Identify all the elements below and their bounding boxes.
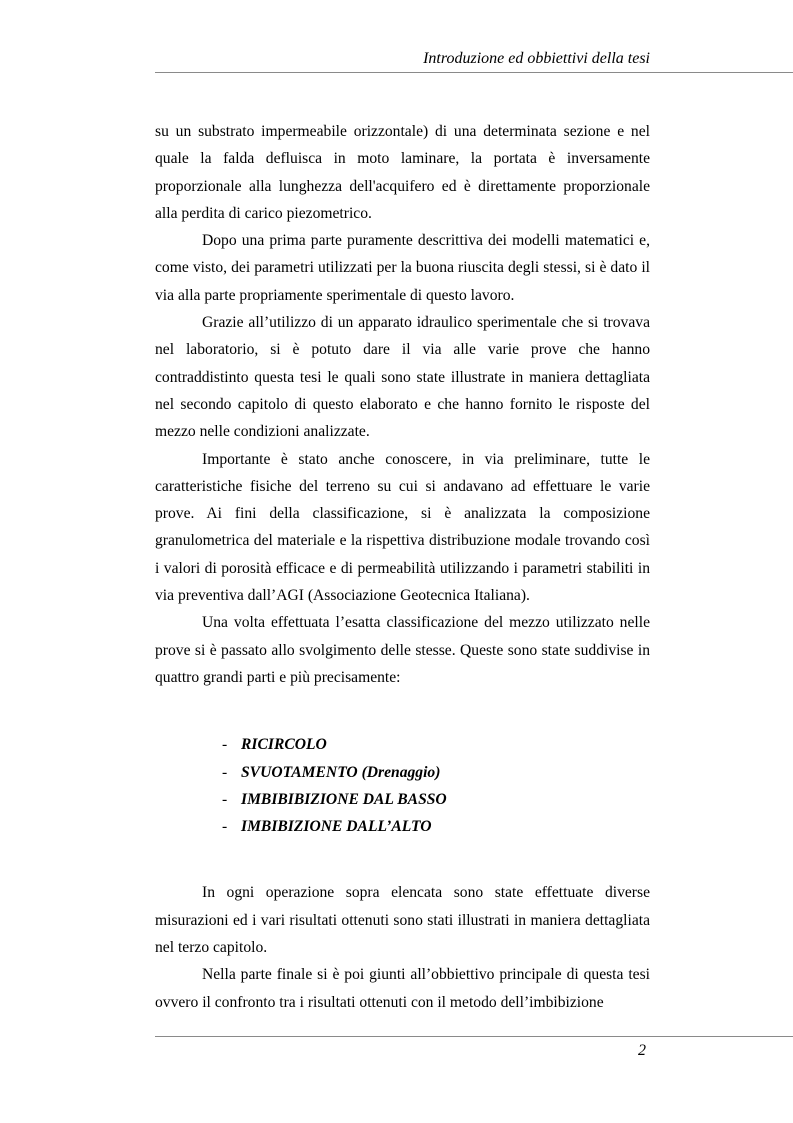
paragraph-continuation: su un substrato impermeabile orizzontale) di una determinata sezione e nel quale la falda defluisca in moto laminare, la portata è inversamente proporzionale alla lunghezza dell'acquifero ed è direttamente proporzionale alla perdita di carico piezometrico.	[155, 123, 650, 222]
page-number: 2	[638, 1042, 646, 1059]
paragraph: Importante è stato anche conoscere, in via preliminare, tutte le caratteristiche fisiche del terreno su cui si andavano ad effettuare le varie prove. Ai fini della classificazione, si è analizzata la composizione granulometrica del materiale e la rispettiva distribuzione modale trovando così i valori di porosità efficace e di permeabilità utilizzando i parametri stabiliti in via preventiva dall’AGI (Associazione Geotecnica Italiana).	[155, 450, 650, 605]
list-item-label: IMBIBIZIONE DALL’ALTO	[241, 818, 432, 836]
list-item-label: RICIRCOLO	[241, 736, 327, 754]
footer-rule	[155, 1036, 793, 1037]
header-rule	[155, 72, 793, 73]
list-dash: -	[222, 818, 228, 836]
list-dash: -	[222, 736, 228, 754]
paragraph: Nella parte finale si è poi giunti all’obbiettivo principale di questa tesi ovvero il confronto tra i risultati ottenuti con il metodo dell’imbibizione	[155, 966, 650, 1011]
paragraph: Dopo una prima parte puramente descrittiva dei modelli matematici e, come visto, dei parametri utilizzati per la buona riuscita degli stessi, si è dato il via alla parte propriamente sperimentale di questo lavoro.	[155, 232, 650, 304]
running-header-title: Introduzione ed obbiettivi della tesi	[423, 50, 650, 67]
paragraph: Grazie all’utilizzo di un apparato idraulico sperimentale che si trovava nel laboratorio, si è potuto dare il via alle varie prove che hanno contraddistinto questa tesi le quali sono state illustrate in maniera dettagliata nel secondo capitolo di questo elaborato e che hanno fornito le risposte del mezzo nelle condizioni analizzate.	[155, 314, 650, 441]
list-item	[222, 731, 650, 758]
paragraph: In ogni operazione sopra elencata sono state effettuate diverse misurazioni ed i vari risultati ottenuti sono stati illustrati in maniera dettagliata nel terzo capitolo.	[155, 884, 650, 957]
list-dash: -	[222, 763, 228, 781]
list-dash: -	[222, 790, 228, 808]
list-item	[222, 813, 650, 840]
list-item-label: SVUOTAMENTO (Drenaggio)	[241, 763, 441, 781]
page-body	[155, 118, 650, 1016]
list-item-label: IMBIBIBIZIONE DAL BASSO	[241, 790, 447, 808]
list-item	[222, 759, 650, 786]
list-item	[222, 786, 650, 813]
paragraph: Una volta effettuata l’esatta classificazione del mezzo utilizzato nelle prove si è passato allo svolgimento delle stesse. Queste sono state suddivise in quattro grandi parti e più precisamente:	[155, 614, 650, 686]
operations-list	[222, 731, 650, 840]
